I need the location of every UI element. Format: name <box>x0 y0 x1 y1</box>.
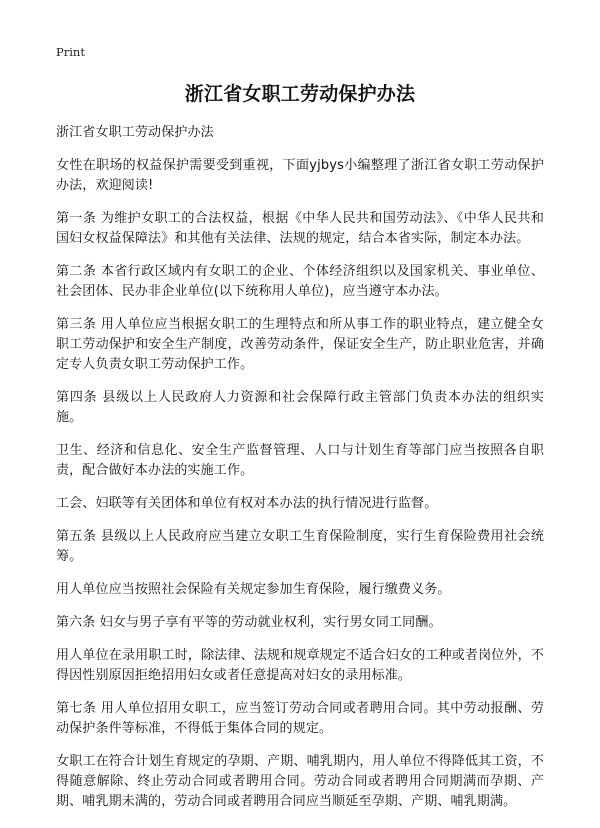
paragraph: 第一条 为维护女职工的合法权益，根据《中华人民共和国劳动法》、《中华人民共和国妇女权益保障法》和其他有关法律、法规的规定，结合本省实际，制定本办法。 <box>56 211 544 246</box>
paragraph: 女职工在符合计划生育规定的孕期、产期、哺乳期内，用人单位不得降低其工资，不得随意解除、终止劳动合同或者聘用合同。劳动合同或者聘用合同期满而孕期、产期、哺乳期未满的，劳动合同或者聘用合同应当顺延至孕期、产期、哺乳期满。 <box>56 754 544 809</box>
paragraph: 工会、妇联等有关团体和单位有权对本办法的执行情况进行监督。 <box>56 496 438 511</box>
paragraph: 浙江省女职工劳动保护办法 <box>56 125 214 140</box>
document-title: 浙江省女职工劳动保护办法 <box>184 83 416 105</box>
paragraph: 女性在职场的权益保护需要受到重视，下面yjbys小编整理了浙江省女职工劳动保护办法，欢迎阅读! <box>56 158 544 193</box>
paragraph: 第五条 县级以上人民政府应当建立女职工生育保险制度，实行生育保险费用社会统筹。 <box>56 529 544 564</box>
paragraph: 卫生、经济和信息化、安全生产监督管理、人口与计划生育等部门应当按照各自职责，配合做好本办法的实施工作。 <box>56 443 544 478</box>
paragraph: 第四条 县级以上人民政府人力资源和社会保障行政主管部门负责本办法的组织实施。 <box>56 390 544 425</box>
paragraph: 用人单位应当按照社会保险有关规定参加生育保险，履行缴费义务。 <box>56 582 451 597</box>
paragraph: 第二条 本省行政区域内有女职工的企业、个体经济组织以及国家机关、事业单位、社会团体、民办非企业单位(以下统称用人单位)，应当遵守本办法。 <box>56 264 544 299</box>
paragraph: 第六条 妇女与男子享有平等的劳动就业权利，实行男女同工同酬。 <box>56 615 442 630</box>
paragraph: 用人单位在录用职工时，除法律、法规和规章规定不适合妇女的工种或者岗位外，不得因性别原因拒绝招用妇女或者任意提高对妇女的录用标准。 <box>56 648 544 683</box>
paragraph: 第七条 用人单位招用女职工，应当签订劳动合同或者聘用合同。其中劳动报酬、劳动保护条件等标准，不得低于集体合同的规定。 <box>56 701 544 736</box>
print-label[interactable]: Print <box>56 45 85 59</box>
paragraph: 第三条 用人单位应当根据女职工的生理特点和所从事工作的职业特点，建立健全女职工劳动保护和安全生产制度，改善劳动条件，保证安全生产，防止职业危害，并确定专人负责女职工劳动保护工作。 <box>56 317 544 372</box>
document-body <box>56 123 544 812</box>
